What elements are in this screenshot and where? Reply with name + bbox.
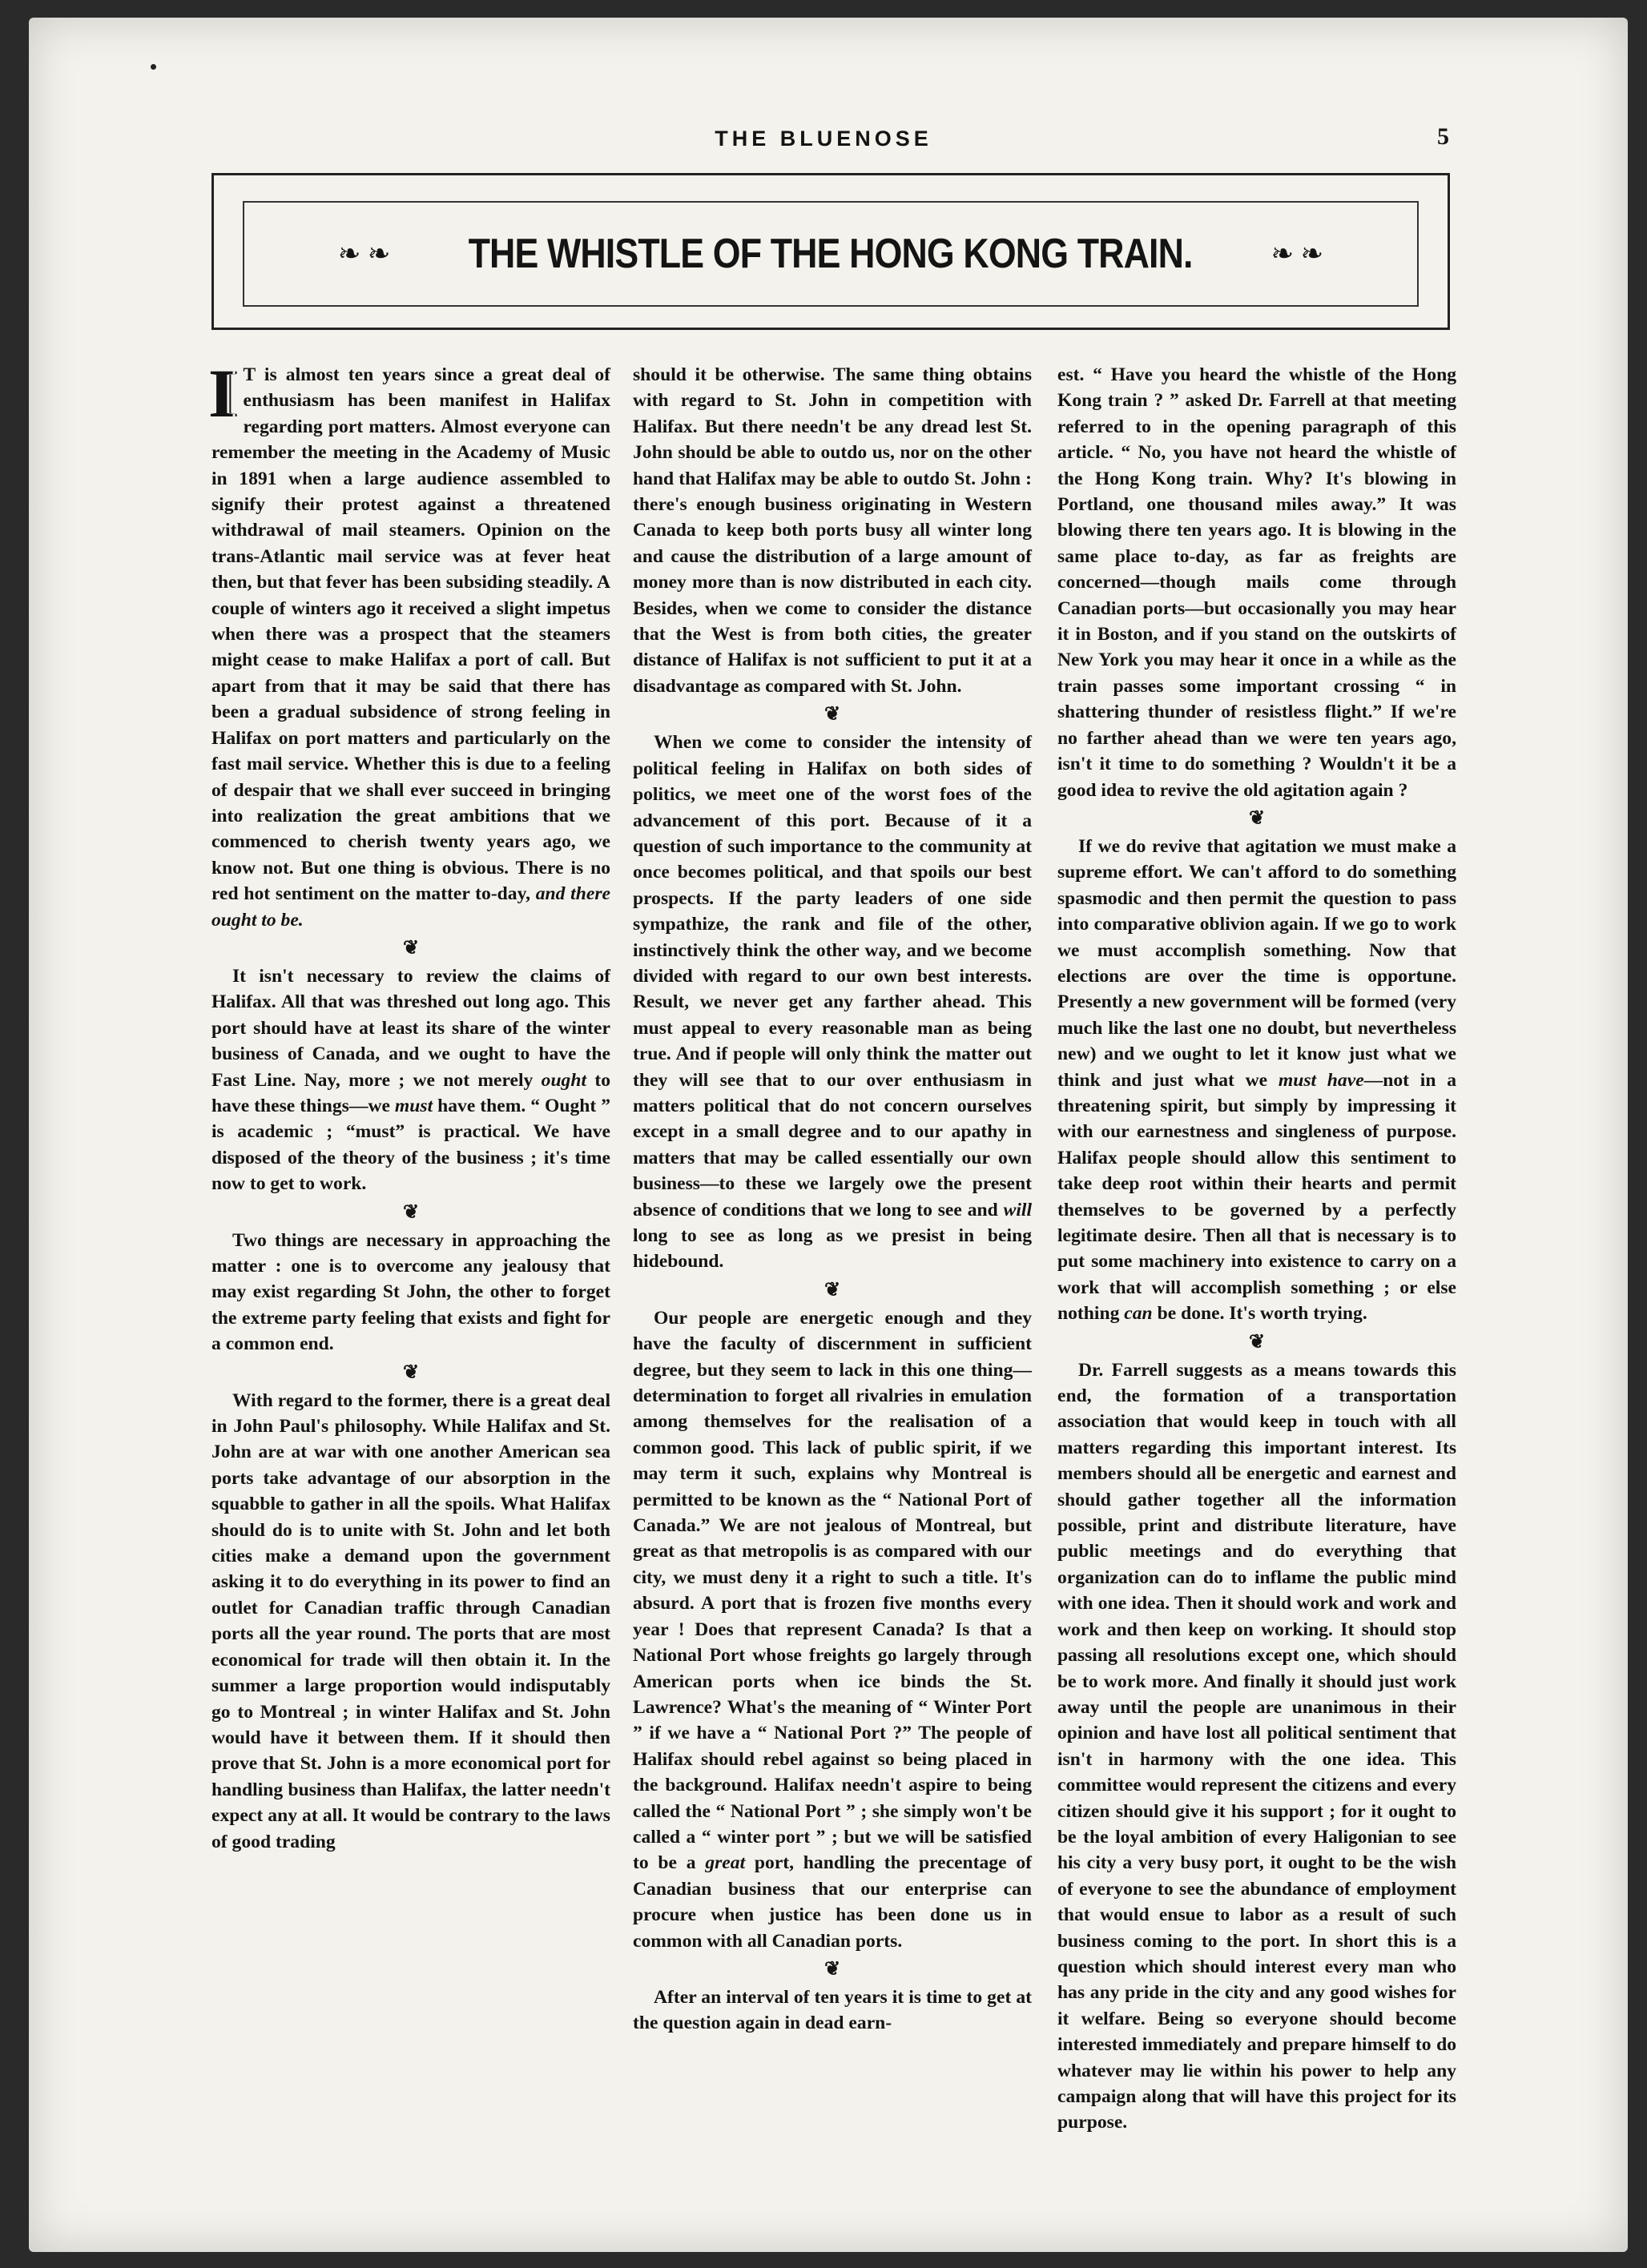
text-column-3	[1057, 362, 1456, 2136]
paragraph: After an interval of ten years it is time to get at the question again in dead earn-	[633, 1986, 1032, 2034]
paragraph: I T is almost ten years since a great deal of enthusiasm has been manifest in Halifax regarding port matters. Almost everyone can remember the meeting in the Academy of Music in 1891 when a large audience assembled to signify their protest against a threatened withdrawal of mail steamers. Opinion on the trans-Atlantic mail service was at fever heat then, but that fever has been subsiding steadily. A couple of winters ago it received a slight impetus when there was a prospect that the steamers might cease to make Halifax a port of call. But apart from that it may be said that there has been a gradual subsidence of strong feeling in Halifax on port matters and particularly on the fast mail service. Whether this is due to a feeling of despair that we shall ever succeed in bringing into realization the great ambitions that we commenced to cherish twenty years ago, we know not. But one thing is obvious. There is no red hot sentiment on the matter to-day, and there ought to be.	[208, 355, 610, 931]
fleuron-icon: ❦	[824, 704, 841, 726]
title-inner-frame	[243, 201, 1419, 307]
ornament-left-icon: ❧ ❧	[337, 239, 391, 269]
fleuron-icon: ❦	[402, 1361, 420, 1383]
page-number: 5	[1437, 123, 1449, 150]
drop-cap: I	[208, 355, 236, 432]
article-title: THE WHISTLE OF THE HONG KONG TRAIN.	[468, 231, 1194, 277]
paragraph: est. “ Have you heard the whistle of the Hong Kong train ? ” asked Dr. Farrell at that meeting referred to in the opening paragraph of this article. “ No, you have not heard the whistle of the Hong Kong train. Why? It's blowing in Portland, one thousand miles away.” It was blowing there ten years ago. It is blowing in the same place to-day, as far as freights are concerned—though mails come through Canadian ports—but occasionally you may hear it in Boston, and if you stand on the outskirts of New York you may hear it once in a while as the train passes some important crossing “ in shattering thunder of resistless flight.” If we're no farther ahead than we were ten years ago, isn't it time to do something ? Wouldn't it be a good idea to revive the old agitation again ?	[1057, 364, 1456, 801]
ornament-right-icon: ❧ ❧	[1270, 239, 1324, 269]
fleuron-icon: ❦	[402, 937, 420, 959]
paragraph: Our people are energetic enough and they have the faculty of discernment in sufficient degree, but they seem to lack in this one thing—determination to forget all rivalries in emulation among themselves for the realisation of a common good. This lack of public spirit, if we may term it such, explains why Montreal is permitted to be known as the “ National Port of Canada.” We are not jealous of Montreal, but great as that metropolis is as compared with our city, we must deny it a right to such a title. It's absurd. A port that is frozen five months every year ! Does that represent Canada? Is that a National Port whose freights go largely through American ports when ice binds the St. Lawrence? What's the meaning of “ Winter Port ” if we have a “ National Port ?” The people of Halifax should rebel against so being placed in the background. Halifax needn't aspire to being called the “ National Port ” ; she simply won't be called a “ winter port ” ; but we will be satisfied to be a great port, handling the precentage of Canadian business that our enterprise can procure when justice has been done us in common with all Canadian ports.	[633, 1307, 1032, 1952]
title-frame	[211, 173, 1450, 330]
paragraph: If we do revive that agitation we must make a supreme effort. We can't afford to do something spasmodic and then permit the question to pass into comparative oblivion again. If we go to work we must accomplish something. Now that elections are over the time is opportune. Presently a new government will be formed (very much like the last one no doubt, but nevertheless new) and we ought to let it know just what we think and just what we must have—not in a threatening spirit, but simply by impressing it with our earnestness and singleness of purpose. Halifax people should allow this sentiment to take deep root within their hearts and permit themselves to be governed by a perfectly legitimate desire. Then all that is necessary is to put some machinery into existence to carry on a work that will accomplish something ; or else nothing can be done. It's worth trying.	[1057, 835, 1456, 1325]
print-speck	[151, 64, 156, 70]
fleuron-icon: ❦	[1248, 807, 1266, 829]
paragraph: should it be otherwise. The same thing obtains with regard to St. John in competition with Halifax. But there needn't be any dread lest St. John should be able to outdo us, nor on the other hand that Halifax may be able to outdo St. John : there's enough business originating in Western Canada to keep both ports busy all winter long and cause the distribution of a large amount of money more than is now distributed in each city. Besides, when we come to consider the distance that the West is from both cities, the greater distance of Halifax is not sufficient to put it at a disadvantage as compared with St. John.	[633, 364, 1032, 697]
paragraph: When we come to consider the intensity of political feeling in Halifax on both sides of politics, we meet one of the worst foes of the advancement of this port. Because of it a question of such importance to the community at once becomes political, and that spoils our best prospects. If the party leaders of one side sympathize, the rank and file of the other, instinctively think the other way, and we become divided with regard to our own best interests. Result, we never get any farther ahead. This must appeal to every reasonable man as being true. And if people will only think the matter out they will see that to our over enthusiasm in matters political that do not concern ourselves except in a small degree and to our apathy in matters that may be called essentially our own business—to these we largely owe the present absence of conditions that we long to see and will long to see as long as we presist in being hidebound.	[633, 732, 1033, 1273]
text-column-2	[633, 362, 1032, 2037]
paragraph: Two things are necessary in approaching the matter : one is to overcome any jealousy that may exist regarding St John, the other to forget the extreme party feeling that exists and fight for a common end.	[211, 1229, 610, 1355]
paragraph: It isn't necessary to review the claims of Halifax. All that was threshed out long ago. This port should have at least its share of the winter business of Canada, and we ought to have the Fast Line. Nay, more ; we not merely ought to have these things—we must have them. “ Ought ” is academic ; “must” is practical. We have disposed of the theory of the business ; it's time now to get to work.	[211, 965, 610, 1195]
text-column-1	[208, 355, 610, 1855]
fleuron-icon: ❦	[1248, 1331, 1266, 1353]
paragraph: With regard to the former, there is a great deal in John Paul's philosophy. While Halifax and St. John are at war with one another American sea ports take advantage of our absorption in the squabble to gather in all the spoils. What Halifax should do is to unite with St. John and let both cities make a demand upon the government asking it to do everything in its power to find an outlet for Canadian traffic through Canadian ports all the year round. The ports that are most economical for trade will then obtain it. In the summer a large proportion would indisputably go to Montreal ; in winter Halifax and St. John would have it between them. If it should then prove that St. John is a more economical port for handling business than Halifax, the latter needn't expect any at all. It would be contrary to the laws of good trading	[211, 1389, 610, 1852]
fleuron-icon: ❦	[824, 1279, 841, 1301]
paragraph: Dr. Farrell suggests as a means towards this end, the formation of a transportation association that would keep in touch with all matters regarding this important interest. Its members should all be energetic and earnest and should gather together all the information possible, print and distribute literature, have public meetings and do everything that organization can do to inflame the public mind with one idea. Then it should work and work and work and then keep on working. It should stop passing all resolutions except one, which should be to work more. And finally it should just work away until the people are unanimous in their opinion and have lost all political sentiment that isn't in harmony with the one idea. This committee would represent the citizens and every citizen should give it his support ; for it ought to be the loyal ambition of every Haligonian to see his city a very busy port, it ought to be the wish of everyone to see the abundance of employment that would ensue to labor as a result of such business coming to the port. In short this is a question which should interest every man who has any pride in the city and any good wishes for it welfare. Being so everyone should become interested immediately and prepare himself to do whatever may lie within his power to help any campaign along that will have this project for its purpose.	[1057, 1359, 1456, 2133]
fleuron-icon: ❦	[824, 1958, 841, 1980]
running-title: THE BLUENOSE	[715, 127, 932, 151]
fleuron-icon: ❦	[402, 1201, 420, 1223]
